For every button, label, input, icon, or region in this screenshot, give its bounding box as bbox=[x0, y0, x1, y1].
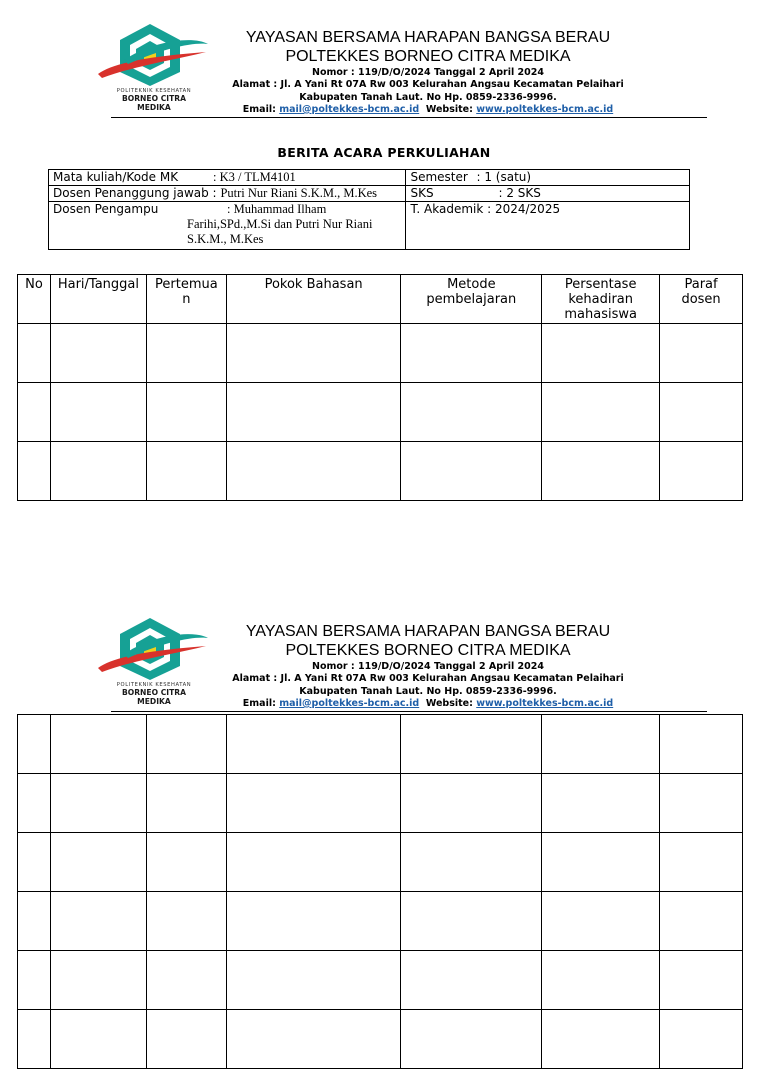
lecture-log-table bbox=[17, 274, 743, 501]
pic-value: Putri Nur Riani S.K.M., M.Kes bbox=[220, 186, 378, 200]
lecturer-value-line-3: S.K.M., M.Kes bbox=[187, 232, 264, 246]
email-label: Email: bbox=[242, 697, 276, 709]
website-label: Website: bbox=[425, 103, 473, 115]
header-topic: Pokok Bahasan bbox=[226, 275, 401, 324]
table-row bbox=[18, 951, 743, 1010]
semester-cell bbox=[406, 170, 690, 186]
address-line-2: Kabupaten Tanah Laut. No Hp. 0859-2336-9996. bbox=[299, 91, 557, 103]
decree-number: Nomor : 119/D/O/2024 Tanggal 2 April 2024 bbox=[312, 67, 544, 78]
logo-emblem-icon bbox=[94, 22, 210, 88]
institution-name: POLTEKKES BORNEO CITRA MEDIKA bbox=[285, 642, 571, 659]
table-row bbox=[18, 833, 743, 892]
email-label: Email: bbox=[242, 103, 276, 115]
lecturer-value-line-1: : Muhammad Ilham bbox=[227, 202, 327, 216]
header-method: Metode pembelajaran bbox=[401, 275, 542, 324]
letterhead-divider bbox=[111, 711, 707, 712]
email-link[interactable]: mail@poltekkes-bcm.ac.id bbox=[279, 103, 420, 115]
letterhead bbox=[200, 622, 656, 710]
table-row bbox=[18, 442, 743, 501]
header-attendance: Persentase kehadiran mahasiswa bbox=[542, 275, 660, 324]
academic-year-cell bbox=[406, 202, 690, 250]
contact-line bbox=[200, 698, 656, 710]
institution-logo bbox=[94, 616, 210, 706]
address-line-2: Kabupaten Tanah Laut. No Hp. 0859-2336-9996. bbox=[299, 685, 557, 697]
institution-name: POLTEKKES BORNEO CITRA MEDIKA bbox=[285, 48, 571, 65]
foundation-name: YAYASAN BERSAMA HARAPAN BANGSA BERAU bbox=[245, 623, 611, 640]
logo-name: BORNEO CITRA MEDIKA bbox=[121, 94, 187, 112]
academic-year: T. Akademik : 2024/2025 bbox=[410, 202, 561, 216]
logo-name: BORNEO CITRA MEDIKA bbox=[121, 688, 187, 706]
table-row bbox=[18, 892, 743, 951]
table-row bbox=[18, 774, 743, 833]
course-cell bbox=[49, 170, 406, 186]
institution-logo bbox=[94, 22, 210, 112]
table-header-row bbox=[18, 275, 743, 324]
course-label: Mata kuliah/Kode MK bbox=[53, 170, 179, 184]
logo-subtitle: POLITEKNIK KESEHATAN bbox=[116, 88, 192, 94]
header-signature: Paraf dosen bbox=[660, 275, 743, 324]
logo-emblem-icon bbox=[94, 616, 210, 682]
decree-number: Nomor : 119/D/O/2024 Tanggal 2 April 2024 bbox=[312, 661, 544, 672]
lecturer-cell bbox=[49, 202, 406, 250]
pic-cell bbox=[49, 186, 406, 202]
foundation-name: YAYASAN BERSAMA HARAPAN BANGSA BERAU bbox=[245, 29, 611, 46]
website-label: Website: bbox=[425, 697, 473, 709]
table-row bbox=[18, 324, 743, 383]
document-title: BERITA ACARA PERKULIAHAN bbox=[277, 145, 491, 160]
table-row bbox=[18, 1010, 743, 1069]
header-no: No bbox=[18, 275, 51, 324]
letterhead bbox=[200, 28, 656, 116]
header-meeting: Pertemua n bbox=[146, 275, 226, 324]
table-row bbox=[18, 715, 743, 774]
lecturer-label: Dosen Pengampu bbox=[53, 202, 159, 216]
email-link[interactable]: mail@poltekkes-bcm.ac.id bbox=[279, 697, 420, 709]
sks-label: SKS bbox=[410, 186, 434, 200]
lecturer-value bbox=[187, 202, 372, 247]
semester-value: : 1 (satu) bbox=[476, 170, 532, 184]
address-line-1: Alamat : Jl. A Yani Rt 07A Rw 003 Kelurahan Angsau Kecamatan Pelaihari bbox=[232, 79, 624, 91]
header-date: Hari/Tanggal bbox=[50, 275, 146, 324]
address-line-1: Alamat : Jl. A Yani Rt 07A Rw 003 Kelurahan Angsau Kecamatan Pelaihari bbox=[232, 673, 624, 685]
sks-cell bbox=[406, 186, 690, 202]
letterhead-divider bbox=[111, 117, 707, 118]
semester-label: Semester bbox=[410, 170, 468, 184]
logo-subtitle: POLITEKNIK KESEHATAN bbox=[116, 682, 192, 688]
website-link[interactable]: www.poltekkes-bcm.ac.id bbox=[476, 103, 614, 115]
lecture-log-table-continued bbox=[17, 714, 743, 1069]
course-info-table bbox=[48, 169, 690, 250]
pic-label: Dosen Penanggung jawab : bbox=[53, 186, 217, 200]
contact-line bbox=[200, 104, 656, 116]
table-row bbox=[18, 383, 743, 442]
course-value: : K3 / TLM4101 bbox=[213, 170, 296, 184]
website-link[interactable]: www.poltekkes-bcm.ac.id bbox=[476, 697, 614, 709]
sks-value: : 2 SKS bbox=[498, 186, 541, 200]
lecturer-value-line-2: Farihi,SPd.,M.Si dan Putri Nur Riani bbox=[187, 217, 373, 231]
